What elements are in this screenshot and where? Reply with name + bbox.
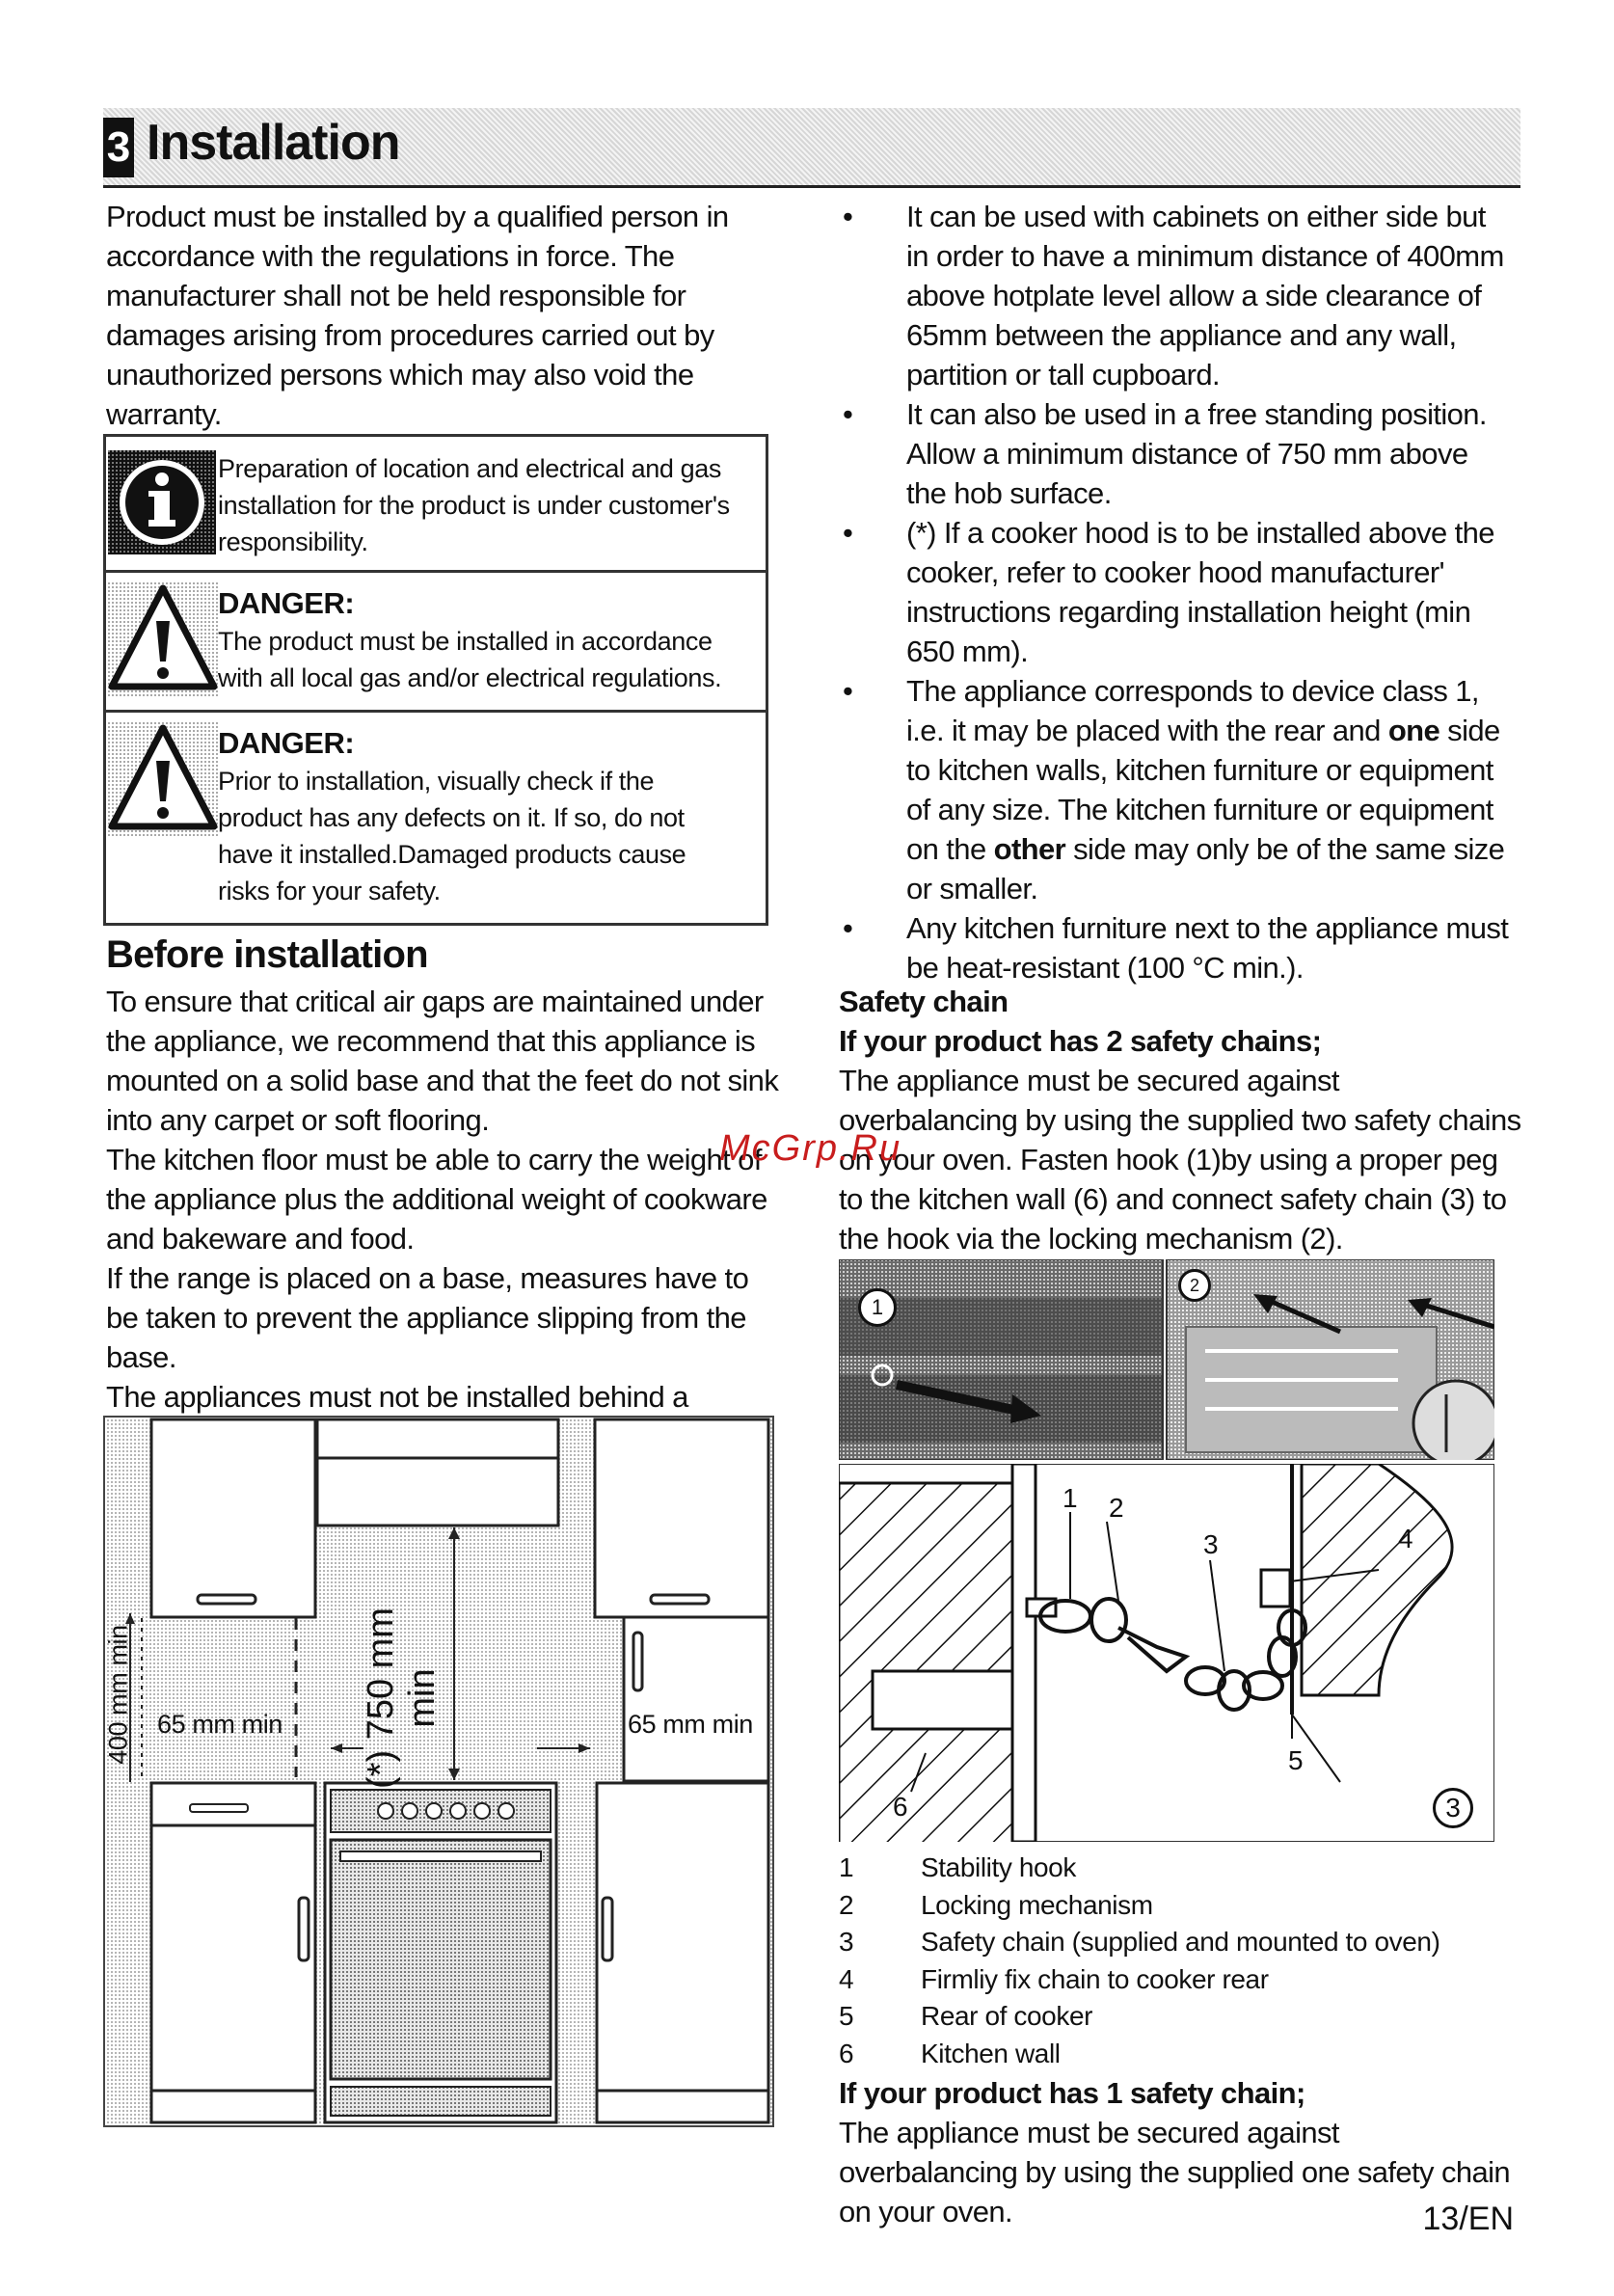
hood-height-label: (*) 750 mm min [361, 1607, 443, 1789]
note-text: Prior to installation, visually check if the product has any defects on it. If so, do not have it installed.Damaged products cause risks for your safety. [218, 767, 686, 905]
note-text: Preparation of location and electrical and gas installation for the product is under customer's responsibility. [218, 454, 730, 556]
clearance-diagram [103, 1416, 774, 2127]
photo-label-2: 2 [1178, 1269, 1211, 1302]
figure-number: 3 [1433, 1788, 1473, 1828]
before-installation-heading: Before installation [106, 933, 428, 976]
warning-icon [108, 722, 218, 838]
legend-item: 2 Locking mechanism [839, 1889, 1153, 1920]
legend-item: 1 Stability hook [839, 1852, 1076, 1882]
bullet-item: • It can be used with cabinets on either side but in order to have a minimum distance of 400mm above hotplate level allow a side clearance of 65mm between the appliance and any wall, partition or tall cupboard. [839, 197, 1514, 394]
notes-box [103, 434, 768, 926]
safety-chain-heading: Safety chain [839, 985, 1009, 1018]
note-text: The product must be installed in accordance with all local gas and/or electrical regulations. [218, 627, 722, 692]
paragraph: To ensure that critical air gaps are maintained under the appliance, we recommend that this appliance is mounted on a solid base and that the feet do not sink into any carpet or soft flooring. [106, 985, 779, 1137]
section-title: Installation [147, 115, 400, 171]
legend-item: 5 Rear of cooker [839, 2001, 1093, 2032]
oven-photos [839, 1259, 1494, 1460]
photo-label-1: 1 [858, 1288, 897, 1327]
note-title: DANGER: [218, 726, 355, 760]
chain-diagram [839, 1464, 1494, 1842]
warning-icon [108, 582, 218, 698]
note-title: DANGER: [218, 586, 355, 620]
bullet-item: • Any kitchen furniture next to the appliance must be heat-resistant (100 °C min.). [839, 908, 1514, 987]
diagram-label-5: 5 [1288, 1745, 1304, 1775]
paragraph: If the range is placed on a base, measures have to be taken to prevent the appliance slipping from the base. [106, 1261, 749, 1374]
two-chains-text: The appliance must be secured against overbalancing by using the supplied two safety chains on your oven. Fasten hook (1)by using a proper peg to the kitchen wall (6) and connect safety chain (3) to the hook via the locking mechanism (2). [839, 1064, 1521, 1256]
two-chains-heading: If your product has 2 safety chains; [839, 1024, 1322, 1058]
page-number: 13/EN [1422, 2201, 1514, 2237]
bullet-item: • It can also be used in a free standing position. Allow a minimum distance of 750 mm above the hob surface. [839, 394, 1514, 513]
bullet-item: • (*) If a cooker hood is to be installed above the cooker, refer to cooker hood manufacturer' instructions regarding installation height (min 650 mm). [839, 513, 1514, 671]
diagram-label-3: 3 [1203, 1529, 1219, 1559]
left-clearance-label: 65 mm min [157, 1710, 282, 1739]
right-clearance-label: 65 mm min [628, 1710, 753, 1739]
diagram-label-6: 6 [893, 1792, 908, 1822]
diagram-label-1: 1 [1063, 1483, 1078, 1513]
paragraph: The kitchen floor must be able to carry the weight of the appliance plus the additional weight of cookware and bakeware and food. [106, 1143, 767, 1256]
note-danger-regulations [106, 573, 766, 713]
watermark: McGrp.Ru [719, 1128, 902, 1169]
legend-item: 4 Firmliy fix chain to cooker rear [839, 1963, 1269, 1994]
one-chain-heading: If your product has 1 safety chain; [839, 2076, 1305, 2110]
legend-item: 3 Safety chain (supplied and mounted to oven) [839, 1927, 1440, 1958]
paragraph: The appliances must not be installed behind a [106, 1380, 688, 1414]
diagram-label-2: 2 [1109, 1493, 1124, 1523]
safety-chain-photos [839, 1259, 1494, 1460]
section-number: 3 [103, 118, 134, 177]
figure-legend [839, 1850, 1514, 2073]
intro-paragraph: Product must be installed by a qualified person in accordance with the regulations in force. The manufacturer shall not be held responsible for damages arising from procedures carried out by unauthorized persons which may also void the warranty. [106, 200, 729, 431]
note-danger-defects [106, 713, 766, 923]
installation-bullets [839, 197, 1514, 987]
one-chain-text: The appliance must be secured against overbalancing by using the supplied one safety chain on your oven. [839, 2116, 1511, 2228]
chain-drawing [839, 1464, 1494, 1842]
legend-item: 6 Kitchen wall [839, 2038, 1061, 2068]
bullet-item: • The appliance corresponds to device class 1, i.e. it may be placed with the rear and one side to kitchen walls, kitchen furniture or equipment of any size. The kitchen furniture or equipment on the other side may only be of the same size or smaller. [839, 671, 1514, 908]
diagram-label-4: 4 [1398, 1524, 1413, 1553]
before-installation-text [106, 982, 781, 1456]
note-info [106, 437, 766, 573]
info-icon [108, 450, 216, 554]
side-height-label: 400 mm min [103, 1625, 133, 1765]
section-header [103, 108, 1520, 188]
